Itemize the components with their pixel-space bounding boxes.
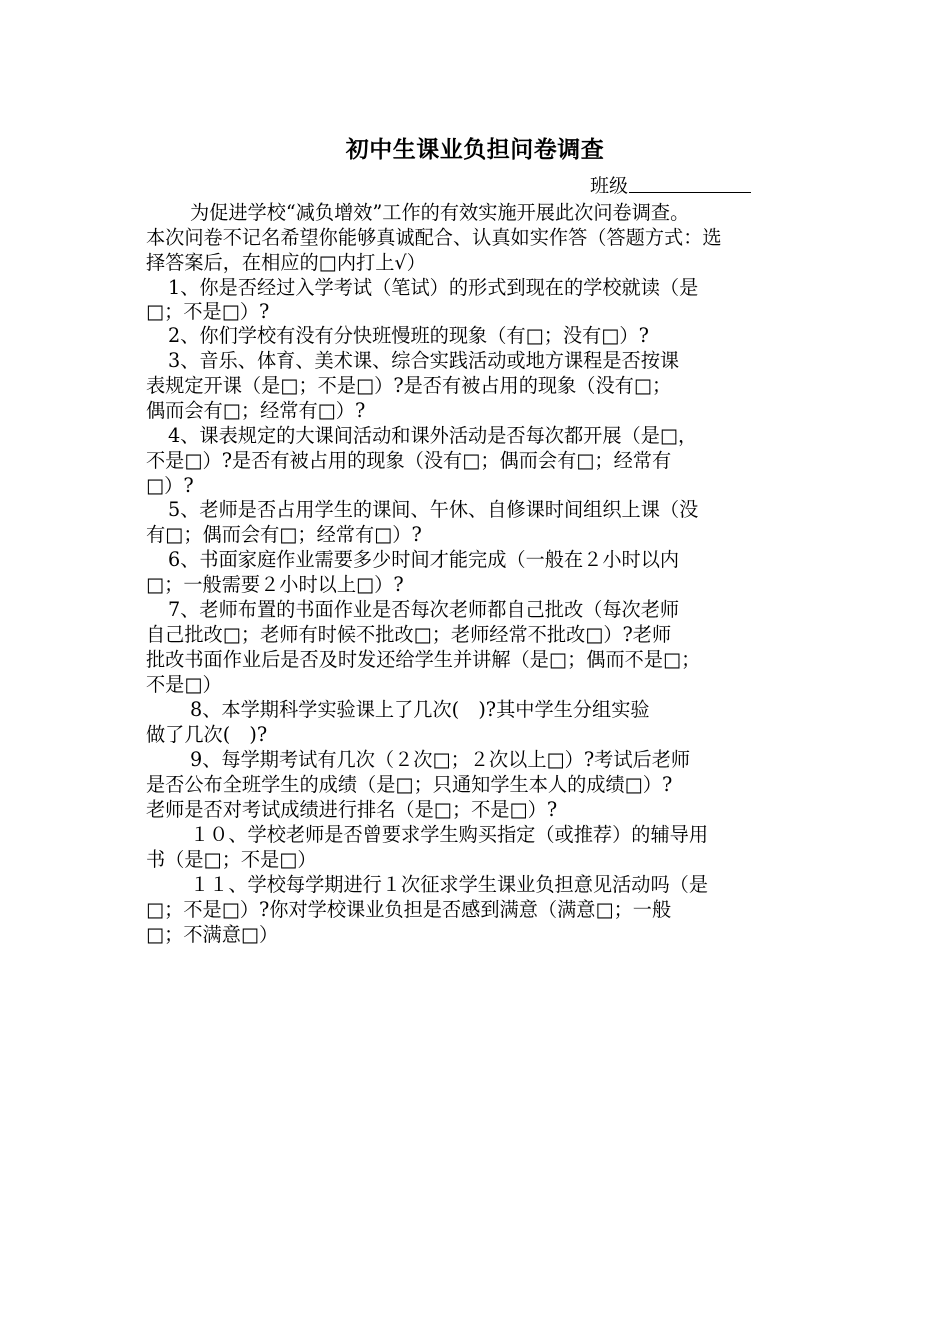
- question-5-line-2: 有□；偶而会有□；经常有□）?: [146, 523, 422, 546]
- question-5-line-1: 5、老师是否占用学生的课间、午休、自修课时间组织上课（没: [168, 498, 699, 521]
- question-10-line-1: １０、学校老师是否曾要求学生购买指定（或推荐）的辅导用: [190, 823, 709, 846]
- page-title: 初中生课业负担问卷调查: [345, 136, 605, 163]
- question-9-line-3: 老师是否对考试成绩进行排名（是□；不是□）?: [146, 798, 558, 821]
- question-11-line-3: □；不满意□）: [146, 923, 279, 946]
- question-8-line-1: 8、本学期科学实验课上了几次( )?其中学生分组实验: [190, 698, 650, 721]
- question-4-line-2: 不是□）?是否有被占用的现象（没有□；偶而会有□；经常有: [146, 449, 672, 472]
- question-3-line-3: 偶而会有□；经常有□）?: [146, 399, 366, 422]
- question-2-line-1: 2、你们学校有没有分快班慢班的现象（有□；没有□）?: [168, 324, 649, 347]
- question-7-line-4: 不是□）: [146, 673, 222, 696]
- class-blank[interactable]: [629, 172, 751, 193]
- question-9-line-2: 是否公布全班学生的成绩（是□；只通知学生本人的成绩□）?: [146, 773, 673, 796]
- question-1-line-2: □；不是□）?: [146, 300, 270, 323]
- question-8-line-2: 做了几次( )?: [146, 723, 268, 746]
- question-11-line-1: １１、学校每学期进行１次征求学生课业负担意见活动吗（是: [190, 873, 709, 896]
- class-field: [590, 172, 751, 200]
- question-7-line-2: 自己批改□；老师有时候不批改□；老师经常不批改□）?老师: [146, 623, 672, 646]
- question-7-line-3: 批改书面作业后是否及时发还给学生并讲解（是□；偶而不是□；: [146, 648, 701, 671]
- question-7-line-1: 7、老师布置的书面作业是否每次老师都自己批改（每次老师: [168, 598, 680, 621]
- question-11-line-2: □；不是□）?你对学校课业负担是否感到满意（满意□；一般: [146, 898, 672, 921]
- question-10-line-2: 书（是□；不是□）: [146, 848, 317, 871]
- question-9-line-1: 9、每学期考试有几次（２次□；２次以上□）?考试后老师: [190, 748, 691, 771]
- intro-line-3: 择答案后，在相应的□内打上√）: [146, 251, 426, 274]
- intro-line-1: 为促进学校“减负增效”工作的有效实施开展此次问卷调查。: [190, 201, 690, 224]
- question-4-line-1: 4、课表规定的大课间活动和课外活动是否每次都开展（是□，: [168, 424, 698, 447]
- class-label: 班级: [590, 175, 629, 197]
- question-1-line-1: 1、你是否经过入学考试（笔试）的形式到现在的学校就读（是: [168, 276, 699, 299]
- question-3-line-2: 表规定开课（是□；不是□）?是否有被占用的现象（没有□；: [146, 374, 672, 397]
- question-6-line-2: □；一般需要２小时以上□）?: [146, 573, 404, 596]
- intro-line-2: 本次问卷不记名希望你能够真诚配合、认真如实作答（答题方式：选: [146, 226, 722, 249]
- question-6-line-1: 6、书面家庭作业需要多少时间才能完成（一般在２小时以内: [168, 548, 680, 571]
- question-3-line-1: 3、音乐、体育、美术课、综合实践活动或地方课程是否按课: [168, 349, 680, 372]
- question-4-line-3: □）?: [146, 474, 194, 497]
